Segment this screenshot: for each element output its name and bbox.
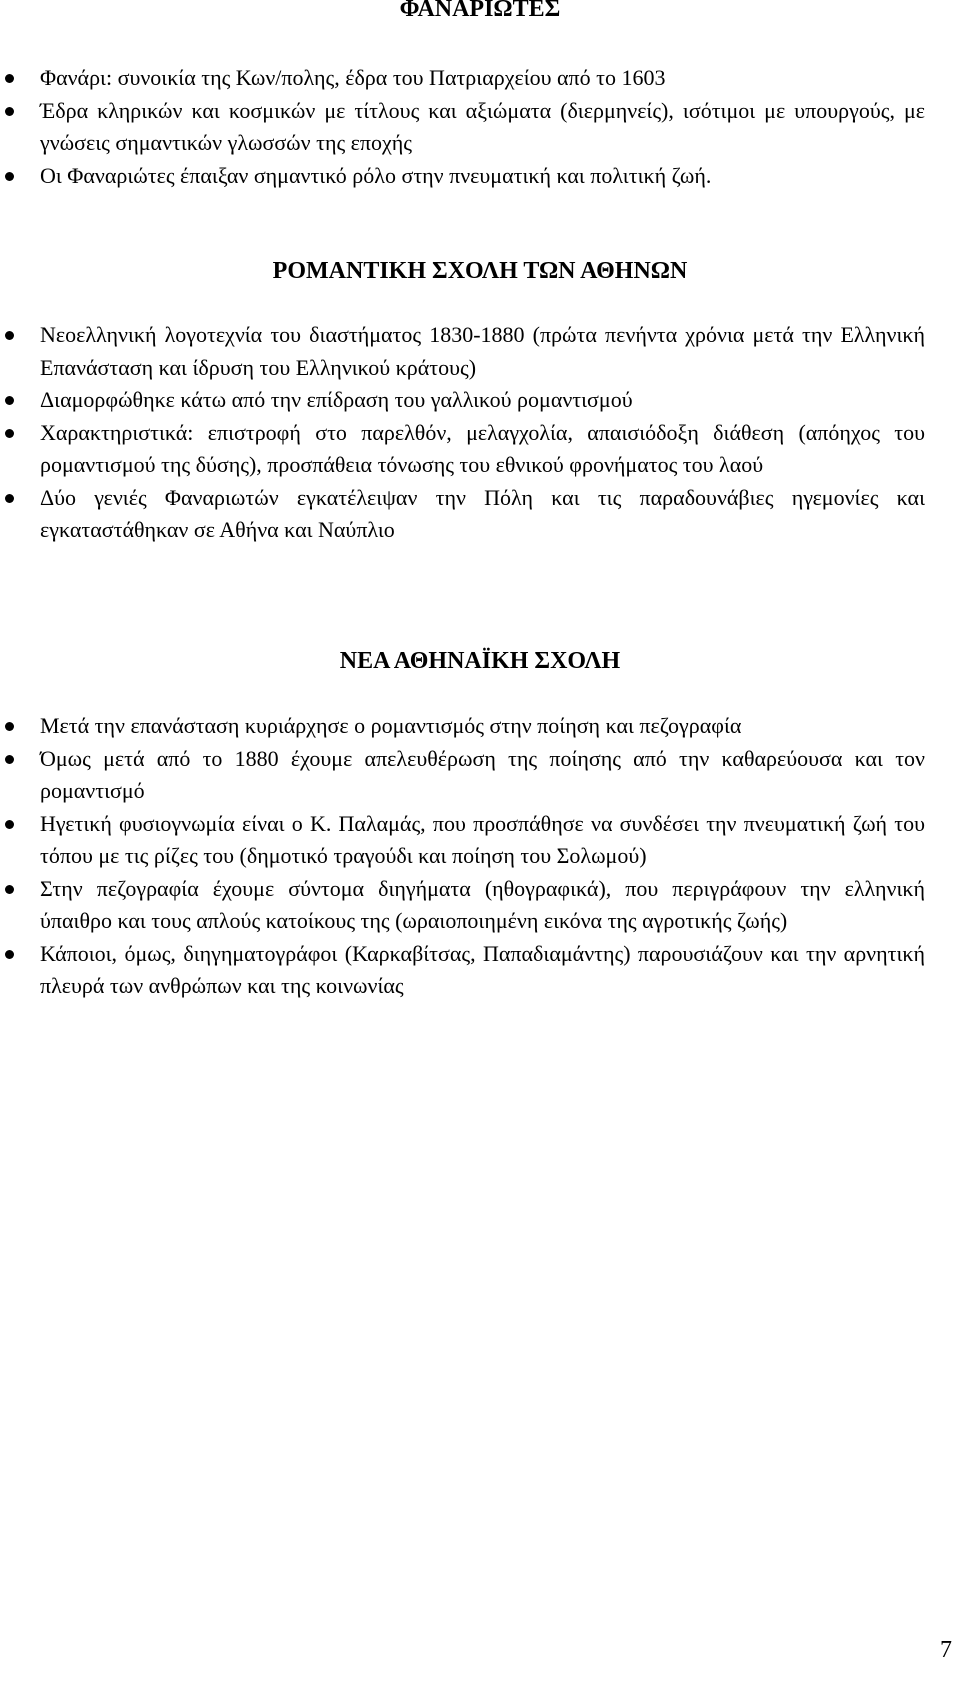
bullet-icon (5, 722, 14, 731)
bullet-icon (5, 172, 14, 181)
list-item-text: Νεοελληνική λογοτεχνία του διαστήματος 1830-1880 (πρώτα πενήντα χρόνια μετά την Ελληνική Επανάσταση και ίδρυση του Ελληνικού κράτους) (40, 322, 925, 380)
list-item-text: Δύο γενιές Φαναριωτών εγκατέλειψαν την Πόλη και τις παραδουνάβιες ηγεμονίες και εγκαταστάθηκαν σε Αθήνα και Ναύπλιο (40, 484, 925, 542)
section-list-romantic-school (0, 319, 960, 547)
list-item-text: Μετά την επανάσταση κυριάρχησε ο ρομαντισμός στην ποίηση και πεζογραφία (40, 713, 742, 738)
bullet-icon (5, 107, 14, 116)
list-item (0, 938, 925, 1003)
list-item-text: Κάποιοι, όμως, διηγηματογράφοι (Καρκαβίτσας, Παπαδιαμάντης) παρουσιάζουν και την αρνητική πλευρά των ανθρώπων και της κοινωνίας (40, 940, 925, 998)
page-number: 7 (940, 1637, 952, 1663)
list-item-text: Έδρα κληρικών και κοσμικών με τίτλους και αξιώματα (διερμηνείς), ισότιμοι με υπουργούς, με γνώσεις σημαντικών γλωσσών της εποχής (40, 97, 925, 155)
list-item (0, 319, 925, 384)
section-list-new-athenian-school (0, 710, 960, 1003)
bullet-icon (5, 331, 14, 340)
section-list-fanariotes (0, 62, 960, 192)
list-item (0, 417, 925, 482)
list-item (0, 160, 925, 193)
list-item (0, 95, 925, 160)
list-item-text: Φανάρι: συνοικία της Κων/πολης, έδρα του Πατριαρχείου από το 1603 (40, 65, 666, 90)
bullet-icon (5, 429, 14, 438)
section-heading-new-athenian-school: ΝΕΑ ΑΘΗΝΑΪΚΗ ΣΧΟΛΗ (339, 648, 621, 674)
list-item-text: Ηγετική φυσιογνωμία είναι ο Κ. Παλαμάς, που προσπάθησε να συνδέσει την πνευματική ζωή του τόπου με τις ρίζες του (δημοτικό τραγούδι και ποίηση του Σολωμού) (40, 810, 925, 868)
bullet-icon (5, 494, 14, 503)
list-item-text: Διαμορφώθηκε κάτω από την επίδραση του γαλλικού ρομαντισμού (40, 387, 633, 412)
bullet-icon (5, 396, 14, 405)
section-heading-fanariotes: ΦΑΝΑΡΙΩΤΕΣ (399, 0, 561, 22)
list-item-text: Χαρακτηριστικά: επιστροφή στο παρελθόν, μελαγχολία, απαισιόδοξη διάθεση (απόηχος του ρομαντισμού της δύσης), προσπάθεια τόνωσης του εθνικού φρονήματος του λαού (40, 419, 925, 477)
bullet-icon (5, 755, 14, 764)
list-item (0, 710, 925, 743)
list-item-text: Όμως μετά από το 1880 έχουμε απελευθέρωση της ποίησης από την καθαρεύουσα και τον ρομαντισμό (40, 745, 925, 803)
list-item (0, 482, 925, 547)
list-item (0, 743, 925, 808)
section-heading-romantic-school: ΡΟΜΑΝΤΙΚΗ ΣΧΟΛΗ ΤΩΝ ΑΘΗΝΩΝ (272, 258, 688, 284)
bullet-icon (5, 74, 14, 83)
list-item-text: Οι Φαναριώτες έπαιξαν σημαντικό ρόλο στην πνευματική και πολιτική ζωή. (40, 162, 712, 188)
list-item (0, 62, 925, 95)
list-item (0, 384, 925, 417)
list-item-text: Στην πεζογραφία έχουμε σύντομα διηγήματα (ηθογραφικά), που περιγράφουν την ελληνική ύπαιθρο και τους απλούς κατοίκους της (ωραιοποιημένη εικόνα της αγροτικής ζωής) (40, 875, 925, 933)
bullet-icon (5, 885, 14, 894)
bullet-icon (5, 820, 14, 829)
list-item (0, 873, 925, 938)
list-item (0, 808, 925, 873)
bullet-icon (5, 950, 14, 959)
